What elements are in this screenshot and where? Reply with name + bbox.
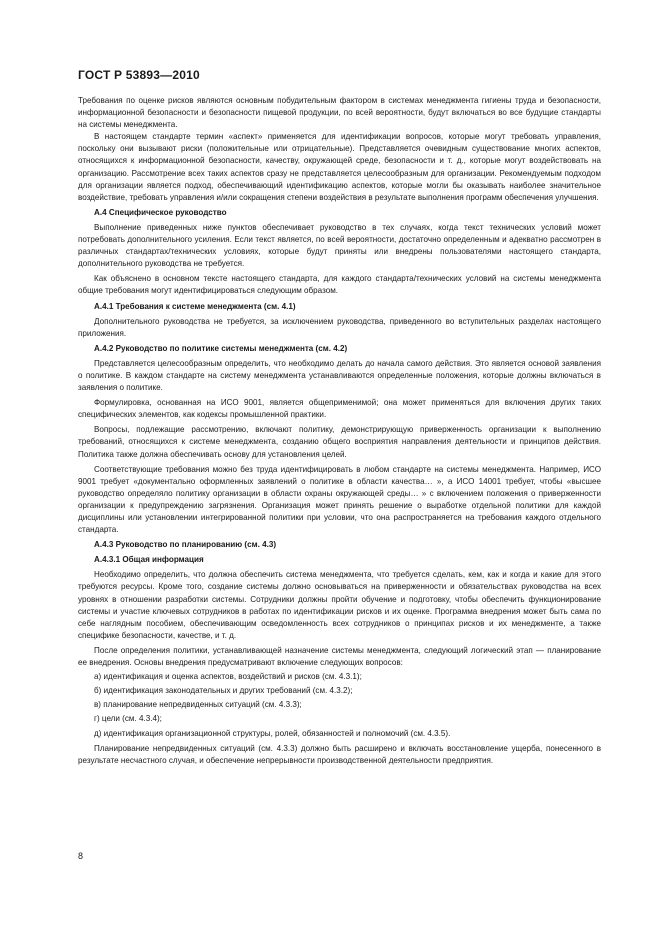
paragraph: Выполнение приведенных ниже пунктов обеспечивает руководство в тех случаях, когда текст технических условий может потребовать дополнительного усиления. Если текст является, по всей вероятности, достаточно определенным и адекватно рассмотрен в различных стандартах/технических условиях, которые будут приняты или внедрены пользователями настоящего стандарта, дополнительного руководства не требуется. <box>78 222 601 269</box>
section-heading-a4: А.4 Специфическое руководство <box>94 207 227 217</box>
section-heading-a41: А.4.1 Требования к системе менеджмента (см. 4.1) <box>94 301 296 311</box>
list-item: а) идентификация и оценка аспектов, воздействий и рисков (см. 4.3.1); <box>94 672 362 682</box>
paragraph: Соответствующие требования можно без труда идентифицировать в любом стандарте на системы менеджмента. Например, ИСО 9001 требует «документально оформленных заявлений о политике в области качества… », а ИСО 14001 требует, чтобы «высшее руководство определяло политику организации в области охраны окружающей среды… » с включением положения о приверженности организации к предупреждению загрязнения. Организация может принять решение о выработке отдельной политики для каждой дисциплины или установлении интегрированной политики при условии, что она распространяется на требования каждого отдельного стандарта. <box>78 464 601 535</box>
paragraph: Дополнительного руководства не требуется, за исключением руководства, приведенного во вступительных разделах настоящего приложения. <box>78 316 601 338</box>
list-item: г) цели (см. 4.3.4); <box>94 714 162 724</box>
paragraph: Представляется целесообразным определить, что необходимо делать до начала самого действия. Это является основой заявления о политике. В каждом стандарте на систему менеджмента устанавливаются определенные положения, которые должны включаться в заявления о политике. <box>78 358 601 393</box>
paragraph: Вопросы, подлежащие рассмотрению, включают политику, демонстрирующую приверженность организации к выполнению требований, относящихся к системе менеджмента, созданию общего восприятия направления деятельности и принципов действия. Политика также должна обеспечивать основу для установления целей. <box>78 425 601 459</box>
section-heading-a42: А.4.2 Руководство по политике системы менеджмента (см. 4.2) <box>94 343 348 353</box>
section-heading-a431: А.4.3.1 Общая информация <box>94 555 204 565</box>
paragraph: После определения политики, устанавливающей назначение системы менеджмента, следующий логический этап — планирование ее внедрения. Основы внедрения предусматривают включение следующих вопросов: <box>78 645 601 668</box>
paragraph: Требования по оценке рисков являются основным побудительным фактором в системах менеджмента гигиены труда и безопасности, информационной безопасности и безопасности пищевой продукции, по всей вероятности, будут включаться во все будущие стандарты на системы менеджмента. <box>78 96 601 130</box>
paragraph: Как объяснено в основном тексте настоящего стандарта, для каждого стандарта/технических условий на системы менеджмента общие требования могут идентифицироваться следующим образом. <box>78 274 601 296</box>
list-item: б) идентификация законодательных и других требований (см. 4.3.2); <box>94 686 353 696</box>
document-body <box>78 95 601 767</box>
paragraph: Формулировка, основанная на ИСО 9001, является общеприменимой; она может применяться для включения других таких специфических элементов, как кодексы промышленной практики. <box>78 398 601 420</box>
standard-header-title: ГОСТ Р 53893—2010 <box>78 68 200 82</box>
list-item: в) планирование непредвиденных ситуаций (см. 4.3.3); <box>94 700 302 710</box>
paragraph: В настоящем стандарте термин «аспект» применяется для идентификации вопросов, которые могут требовать управления, поскольку они вызывают риски (положительные или отрицательные). Представляется очевидным существование многих аспектов, относящихся к информационной безопасности, качеству, окружающей среде, безопасности и т. д., которые могут воздействовать на организацию. Рассмотрение всех таких аспектов сразу не представляется целесообразным для организации. Рекомендуемым подходом для организации является подход, обеспечивающий идентификацию аспектов, которые могли бы оказывать наиболее значительное воздействие, требовать управления и/или сокращения степени воздействия в результате выполнения программ обеспечения улучшения. <box>78 132 601 202</box>
list-item: д) идентификация организационной структуры, ролей, обязанностей и полномочий (см. 4.3.5). <box>94 728 451 738</box>
page-number: 8 <box>78 851 84 861</box>
section-heading-a43: А.4.3 Руководство по планированию (см. 4.3) <box>94 540 277 550</box>
paragraph: Необходимо определить, что должна обеспечить система менеджмента, что требуется сделать, кем, как и когда и какие для этого требуются ресурсы. Кроме того, создание системы должно основываться на приверженности и обязательствах руководства на всех уровнях в отношении разработки системы. Сотрудники должны пройти обучение и подготовку, чтобы обеспечить функционирование системы и участие ключевых сотрудников в работах по идентификации рисков и их оценке. Программа внедрения может быть сама по себе наглядным пособием, обеспечивающим осведомленность всех сотрудников о принципах рисков и их менеджменте, а также специфике безопасности, качестве, и т. д. <box>78 570 601 640</box>
paragraph: Планирование непредвиденных ситуаций (см. 4.3.3) должно быть расширено и включать восстановление ущерба, понесенного в результате несчастного случая, и обеспечение непрерывности производственной деятельности предприятия. <box>78 743 601 765</box>
